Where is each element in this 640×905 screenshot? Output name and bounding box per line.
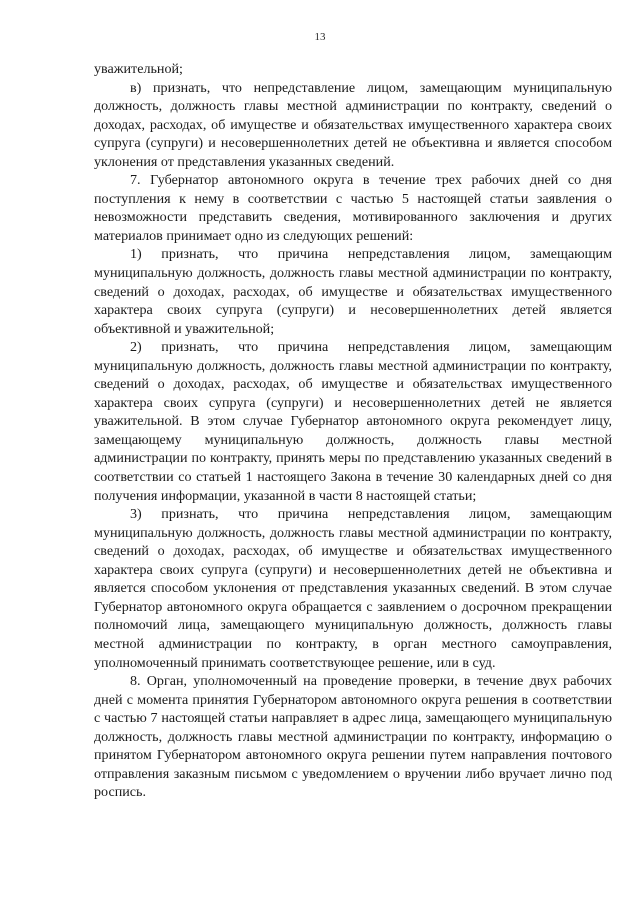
paragraph-part-7: 7. Губернатор автономного округа в течение трех рабочих дней со дня поступления к нему в соответствии с частью 5 настоящей статьи заявления о невозможности представить сведения, мотивированного заключения и других материалов принимает одно из следующих решений:	[94, 172, 612, 244]
paragraph-item-2: 2) признать, что причина непредставления лицом, замещающим муниципальную должность, должность главы местной администрации по контракту, сведений о доходах, расходах, об имуществе и обязательствах имущественного характера своих супруга (супруги) и несовершеннолетних детей не является уважительной. В этом случае Губернатор автономного округа рекомендует лицу, замещающему муниципальную должность, должность главы местной администрации по контракту, принять меры по представлению указанных сведений в соответствии со статьей 1 настоящего Закона в течение 30 календарных дней со дня получения информации, указанной в части 8 настоящей статьи;	[94, 339, 612, 504]
paragraph-part-8: 8. Орган, уполномоченный на проведение проверки, в течение двух рабочих дней с момента принятия Губернатором автономного округа решения в соответствии с частью 7 настоящей статьи направляет в адрес лица, замещающего муниципальную должность, должность главы местной администрации по контракту, информацию о принятом Губернатором автономного округа решении путем направления почтового отправления заказным письмом с уведомлением о вручении либо вручает лично под роспись.	[94, 673, 612, 801]
page-number: 13	[314, 31, 326, 43]
paragraph-continuation: уважительной;	[94, 61, 183, 77]
paragraph-item-v: в) признать, что непредставление лицом, замещающим муниципальную должность, должность главы местной администрации по контракту, сведений о доходах, расходах, об имуществе и обязательствах имущественного характера своих супруга (супруги) и несовершеннолетних детей не объективна и является способом уклонения от представления указанных сведений.	[94, 79, 612, 170]
document-body	[94, 60, 612, 802]
paragraph-item-1: 1) признать, что причина непредставления лицом, замещающим муниципальную должность, должность главы местной администрации по контракту, сведений о доходах, расходах, об имуществе и обязательствах имущественного характера своих супруга (супруги) и несовершеннолетних детей является объективной и уважительной;	[94, 246, 612, 337]
paragraph-item-3: 3) признать, что причина непредставления лицом, замещающим муниципальную должность, должность главы местной администрации по контракту, сведений о доходах, расходах, об имуществе и обязательствах имущественного характера своих супруга (супруги) и несовершеннолетних детей не объективна и является способом уклонения от представления указанных сведений. В этом случае Губернатор автономного округа обращается с заявлением о досрочном прекращении полномочий лица, замещающего муниципальную должность, должность главы местной администрации по контракту, в орган местного самоуправления, уполномоченный принимать соответствующее решение, или в суд.	[94, 506, 612, 671]
